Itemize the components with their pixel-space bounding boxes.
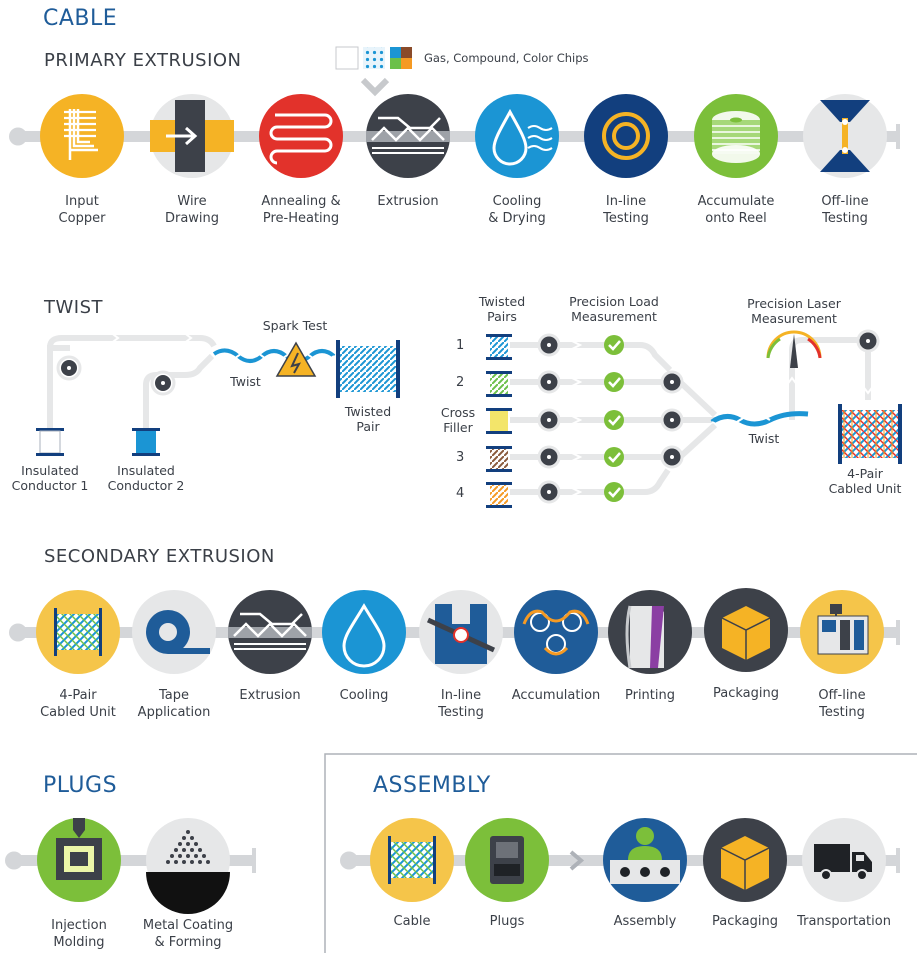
twist-title: TWIST (44, 297, 104, 318)
tape-roll-icon (132, 590, 216, 674)
metal-coating-icon (146, 818, 230, 914)
step-cooling-drying: Cooling & Drying (488, 194, 546, 226)
row-cross-filler-label: Cross Filler (440, 405, 476, 435)
twist-left-diagram (36, 332, 400, 456)
plugs-step-metal-coating: Metal Coating & Forming (142, 918, 234, 950)
row-2-label: 2 (456, 375, 465, 390)
row-1-label: 1 (456, 338, 465, 353)
input-chips (336, 47, 412, 92)
copper-coil-icon (40, 94, 124, 178)
precision-load-label: Precision Load Measurement (569, 294, 659, 324)
twist-label-2: Twist (748, 431, 780, 446)
step-extrusion: Extrusion (377, 194, 439, 209)
extrusion-icon-2 (228, 590, 312, 674)
heating-coil-icon (259, 94, 343, 178)
cabled-unit-icon (36, 590, 120, 674)
inputs-note: Gas, Compound, Color Chips (424, 51, 589, 65)
secondary-extrusion-title: SECONDARY EXTRUSION (44, 546, 275, 567)
twisted-pair-label: Twisted Pair (344, 404, 392, 434)
injection-molding-icon (37, 818, 121, 902)
plugs-title: PLUGS (43, 773, 118, 798)
cabled-unit-label: 4-Pair Cabled Unit (828, 466, 902, 496)
step-accumulate-reel: Accumulate onto Reel (697, 194, 775, 226)
cable-icon (370, 818, 454, 902)
sec-step-accumulation: Accumulation (511, 688, 601, 703)
sec-step-cabled-unit: 4-Pair Cabled Unit (40, 688, 116, 720)
printing-icon (608, 590, 692, 674)
box-icon (704, 588, 788, 672)
wire-drawing-icon (150, 94, 234, 178)
sec-step-packaging: Packaging (713, 686, 779, 701)
extrusion-icon (366, 94, 450, 178)
precision-laser-label: Precision Laser Measurement (747, 296, 841, 326)
sec-step-cooling: Cooling (339, 688, 389, 703)
row-3-label: 3 (456, 450, 465, 465)
twisted-pairs-header: Twisted Pairs (478, 294, 526, 324)
sec-step-tape: Tape Application (137, 688, 211, 720)
step-inline-testing: In-line Testing (603, 194, 649, 226)
sec-step-offline-testing: Off-line Testing (818, 688, 866, 720)
step-offline-testing: Off-line Testing (821, 194, 869, 226)
assembly-step-plugs: Plugs (489, 914, 525, 929)
step-annealing: Annealing & Pre-Heating (261, 194, 341, 226)
step-input-copper: Input Copper (58, 194, 106, 226)
assembly-step-assembly: Assembly (613, 914, 677, 929)
accumulation-icon (514, 590, 598, 674)
tensile-test-icon (803, 94, 887, 178)
conductor-1-label: Insulated Conductor 1 (11, 463, 89, 493)
spark-test-label: Spark Test (262, 318, 328, 333)
sec-step-printing: Printing (624, 688, 675, 703)
assembly-step-transportation: Transportation (797, 914, 891, 929)
truck-icon (802, 818, 886, 902)
cable-title: CABLE (43, 6, 118, 31)
water-drop-icon (475, 94, 559, 178)
target-rings-icon (584, 94, 668, 178)
sec-step-inline-testing: In-line Testing (438, 688, 484, 720)
inline-test-icon (419, 590, 503, 674)
primary-extrusion-title: PRIMARY EXTRUSION (44, 50, 242, 71)
twist-label: Twist (230, 374, 261, 389)
reel-icon (694, 94, 778, 178)
water-drop-icon-2 (322, 590, 406, 674)
check-icons (604, 335, 624, 502)
assembly-worker-icon (603, 818, 687, 902)
conductor-2-label: Insulated Conductor 2 (107, 463, 185, 493)
plug-icon (465, 818, 549, 902)
test-machine-icon (800, 590, 884, 674)
assembly-title: ASSEMBLY (373, 773, 491, 798)
assembly-step-cable: Cable (393, 914, 431, 929)
box-icon-2 (703, 818, 787, 902)
sec-step-extrusion: Extrusion (239, 688, 301, 703)
step-wire-drawing: Wire Drawing (164, 194, 220, 226)
row-4-label: 4 (456, 486, 465, 501)
assembly-step-packaging: Packaging (712, 914, 778, 929)
plugs-step-injection: Injection Molding (51, 918, 107, 950)
